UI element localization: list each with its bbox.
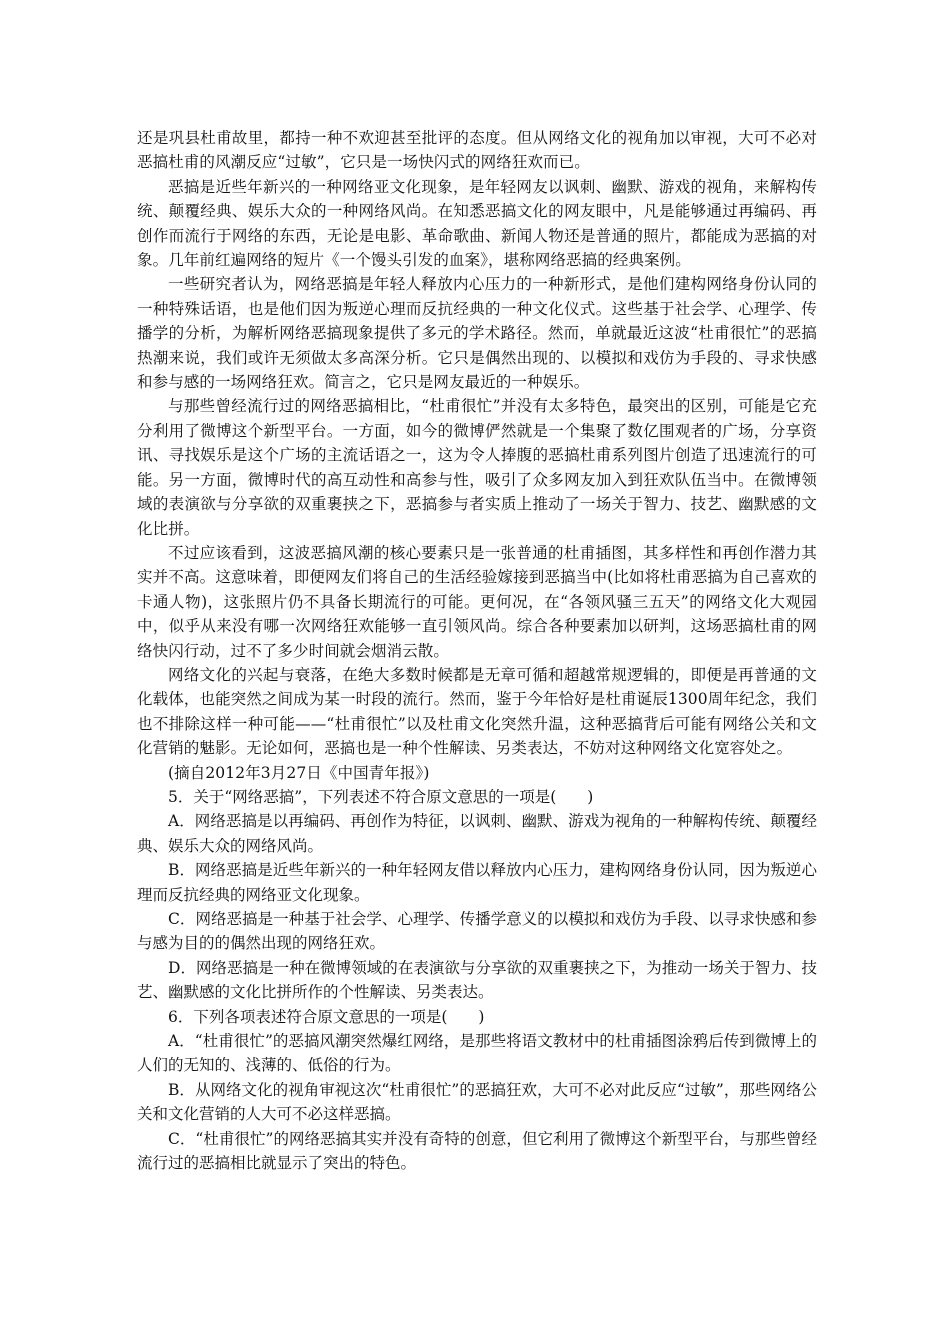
document-page [137,126,817,1175]
article-paragraph: 恶搞是近些年新兴的一种网络亚文化现象，是年轻网友以讽刺、幽默、游戏的视角，来解构传统、颠覆经典、娱乐大众的一种网络风尚。在知悉恶搞文化的网友眼中，凡是能够通过再编码、再创作而流行于网络的东西，无论是电影、革命歌曲、新闻人物还是普通的照片，都能成为恶搞的对象。几年前红遍网络的短片《一个馒头引发的血案》，堪称网络恶搞的经典案例。 [137,177,817,270]
option-b: B．从网络文化的视角审视这次“杜甫很忙”的恶搞狂欢，大可不必对此反应“过敏”，那些网络公关和文化营销的人大可不必这样恶搞。 [137,1080,817,1124]
article-paragraph: 与那些曾经流行过的网络恶搞相比，“杜甫很忙”并没有太多特色，最突出的区别，可能是它充分利用了微博这个新型平台。一方面，如今的微博俨然就是一个集聚了数亿围观者的广场，分享资讯、寻找娱乐是这个广场的主流话语之一，这为令人捧腹的恶搞杜甫系列图片创造了迅速流行的可能。另一方面，微博时代的高互动性和高参与性，吸引了众多网友加入到狂欢队伍当中。在微博领域的表演欲与分享欲的双重裹挟之下，恶搞参与者实质上推动了一场关于智力、技艺、幽默感的文化比拼。 [137,397,817,538]
question-6 [137,1005,817,1176]
option-c: C．“杜甫很忙”的网络恶搞其实并没有奇特的创意，但它利用了微博这个新型平台，与那些曾经流行过的恶搞相比就显示了突出的特色。 [137,1129,817,1173]
option-a: A．网络恶搞是以再编码、再创作为特征，以讽刺、幽默、游戏为视角的一种解构传统、颠覆经典、娱乐大众的网络风尚。 [137,812,817,855]
option-a: A．“杜甫很忙”的恶搞风潮突然爆红网络，是那些将语文教材中的杜甫插图涂鸦后传到微博上的人们的无知的、浅薄的、低俗的行为。 [137,1032,817,1075]
article-paragraph: 一些研究者认为，网络恶搞是年轻人释放内心压力的一种新形式，是他们建构网络身份认同的一种特殊话语，也是他们因为叛逆心理而反抗经典的一种文化仪式。这些基于社会学、心理学、传播学的分析，为解析网络恶搞现象提供了多元的学术路径。然而，单就最近这波“杜甫很忙”的恶搞热潮来说，我们或许无须做太多高深分析。它只是偶然出现的、以模拟和戏仿为手段的、寻求快感和参与感的一场网络狂欢。简言之，它只是网友最近的一种娱乐。 [137,275,817,392]
article-source: (摘自2012年3月27日《中国青年报》) [168,763,430,782]
question-stem: 6．下列各项表述符合原文意思的一项是( ) [168,1007,485,1026]
option-c: C．网络恶搞是一种基于社会学、心理学、传播学意义的以模拟和戏仿为手段、以寻求快感和参与感为目的的偶然出现的网络狂欢。 [137,910,817,953]
option-d: D．网络恶搞是一种在微博领域的在表演欲与分享欲的双重裹挟之下，为推动一场关于智力、技艺、幽默感的文化比拼所作的个性解读、另类表达。 [137,958,817,1002]
article-paragraph: 还是巩县杜甫故里，都持一种不欢迎甚至批评的态度。但从网络文化的视角加以审视，大可不必对恶搞杜甫的风潮反应“过敏”，它只是一场快闪式的网络狂欢而已。 [137,129,817,172]
article-paragraph: 不过应该看到，这波恶搞风潮的核心要素只是一张普通的杜甫插图，其多样性和再创作潜力其实并不高。这意味着，即便网友们将自己的生活经验嫁接到恶搞当中(比如将杜甫恶搞为自己喜欢的卡通人物)，这张照片仍不具备长期流行的可能。更何况，在“各领风骚三五天”的网络文化大观园中，似乎从来没有哪一次网络狂欢能够一直引领风尚。综合各种要素加以研判，这场恶搞杜甫的网络快闪行动，过不了多少时间就会烟消云散。 [137,543,817,660]
question-stem: 5．关于“网络恶搞”，下列表述不符合原文意思的一项是( ) [168,787,594,806]
question-5 [137,785,817,1005]
article-paragraph: 网络文化的兴起与衰落，在绝大多数时候都是无章可循和超越常规逻辑的，即便是再普通的文化载体，也能突然之间成为某一时段的流行。然而，鉴于今年恰好是杜甫诞辰1300周年纪念，我们也不排除这样一种可能——“杜甫很忙”以及杜甫文化突然升温，这种恶搞背后可能有网络公关和文化营销的魅影。无论如何，恶搞也是一种个性解读、另类表达，不妨对这种网络文化宽容处之。 [137,665,817,758]
option-b: B．网络恶搞是近些年新兴的一种年轻网友借以释放内心压力，建构网络身份认同，因为叛逆心理而反抗经典的网络亚文化现象。 [137,861,817,904]
